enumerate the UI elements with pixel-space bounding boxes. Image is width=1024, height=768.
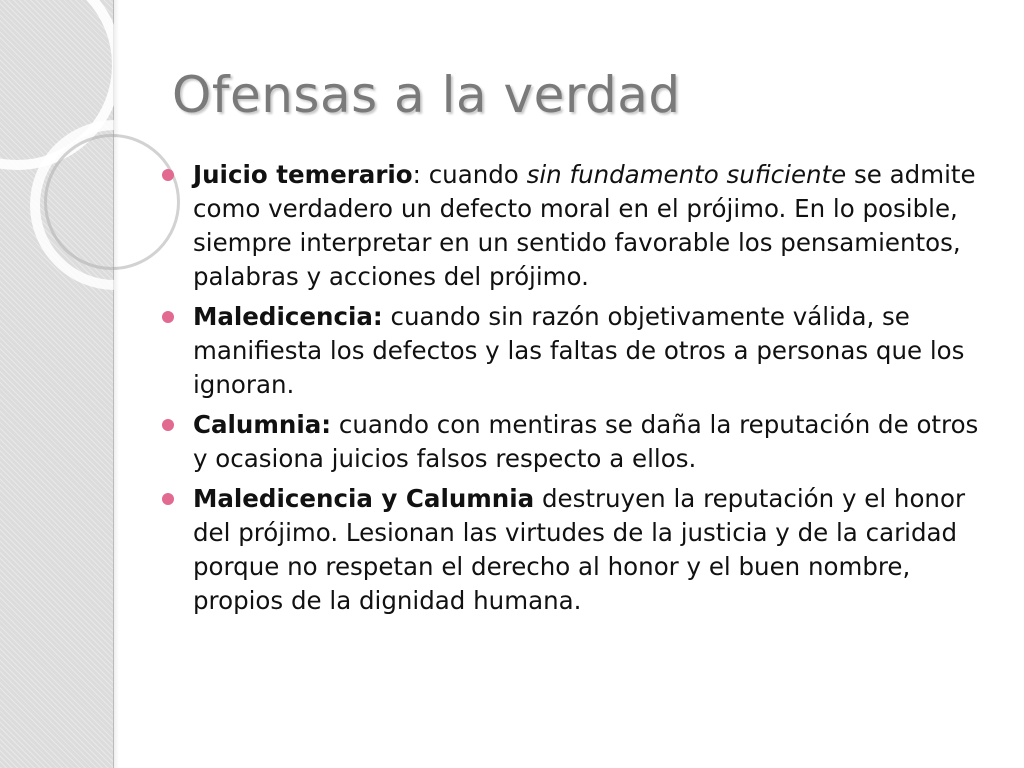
term-colon: : <box>412 160 421 189</box>
bullet-text: destruyen la reputación y el honor del prójimo. Lesionan las virtudes de la justicia y de la caridad porque no respetan el derecho al honor y el buen nombre, propios de la dignidad humana. <box>193 484 966 615</box>
bullet-maledicencia-y-calumnia <box>160 482 995 618</box>
bullet-text-pre: cuando <box>420 160 527 189</box>
bullet-list <box>160 158 995 624</box>
bullet-calumnia <box>160 408 995 476</box>
term-maledicencia: Maledicencia: <box>193 302 383 331</box>
bullet-icon <box>162 419 174 431</box>
bullet-icon <box>162 493 174 505</box>
bullet-text-post: se admite como verdadero un defecto moral en el prójimo. En lo posible, siempre interpretar en un sentido favorable los pensamientos, palabras y acciones del prójimo. <box>193 160 976 291</box>
term-calumnia: Calumnia: <box>193 410 332 439</box>
slide-title: Ofensas a la verdad <box>172 66 681 124</box>
bullet-text: cuando sin razón objetivamente válida, se manifiesta los defectos y las faltas de otros a personas que los ignoran. <box>193 302 965 399</box>
decorative-side-panel <box>0 0 114 768</box>
bullet-icon <box>162 311 174 323</box>
term-maledicencia-y-calumnia: Maledicencia y Calumnia <box>193 484 535 513</box>
side-panel-shadow <box>113 0 119 768</box>
term-juicio-temerario: Juicio temerario <box>193 160 413 189</box>
bullet-icon <box>162 169 174 181</box>
bullet-text: cuando con mentiras se daña la reputación de otros y ocasiona juicios falsos respecto a ellos. <box>193 410 979 473</box>
bullet-juicio-temerario <box>160 158 995 294</box>
bullet-maledicencia <box>160 300 995 402</box>
emphasis-text: sin fundamento suficiente <box>526 160 847 189</box>
